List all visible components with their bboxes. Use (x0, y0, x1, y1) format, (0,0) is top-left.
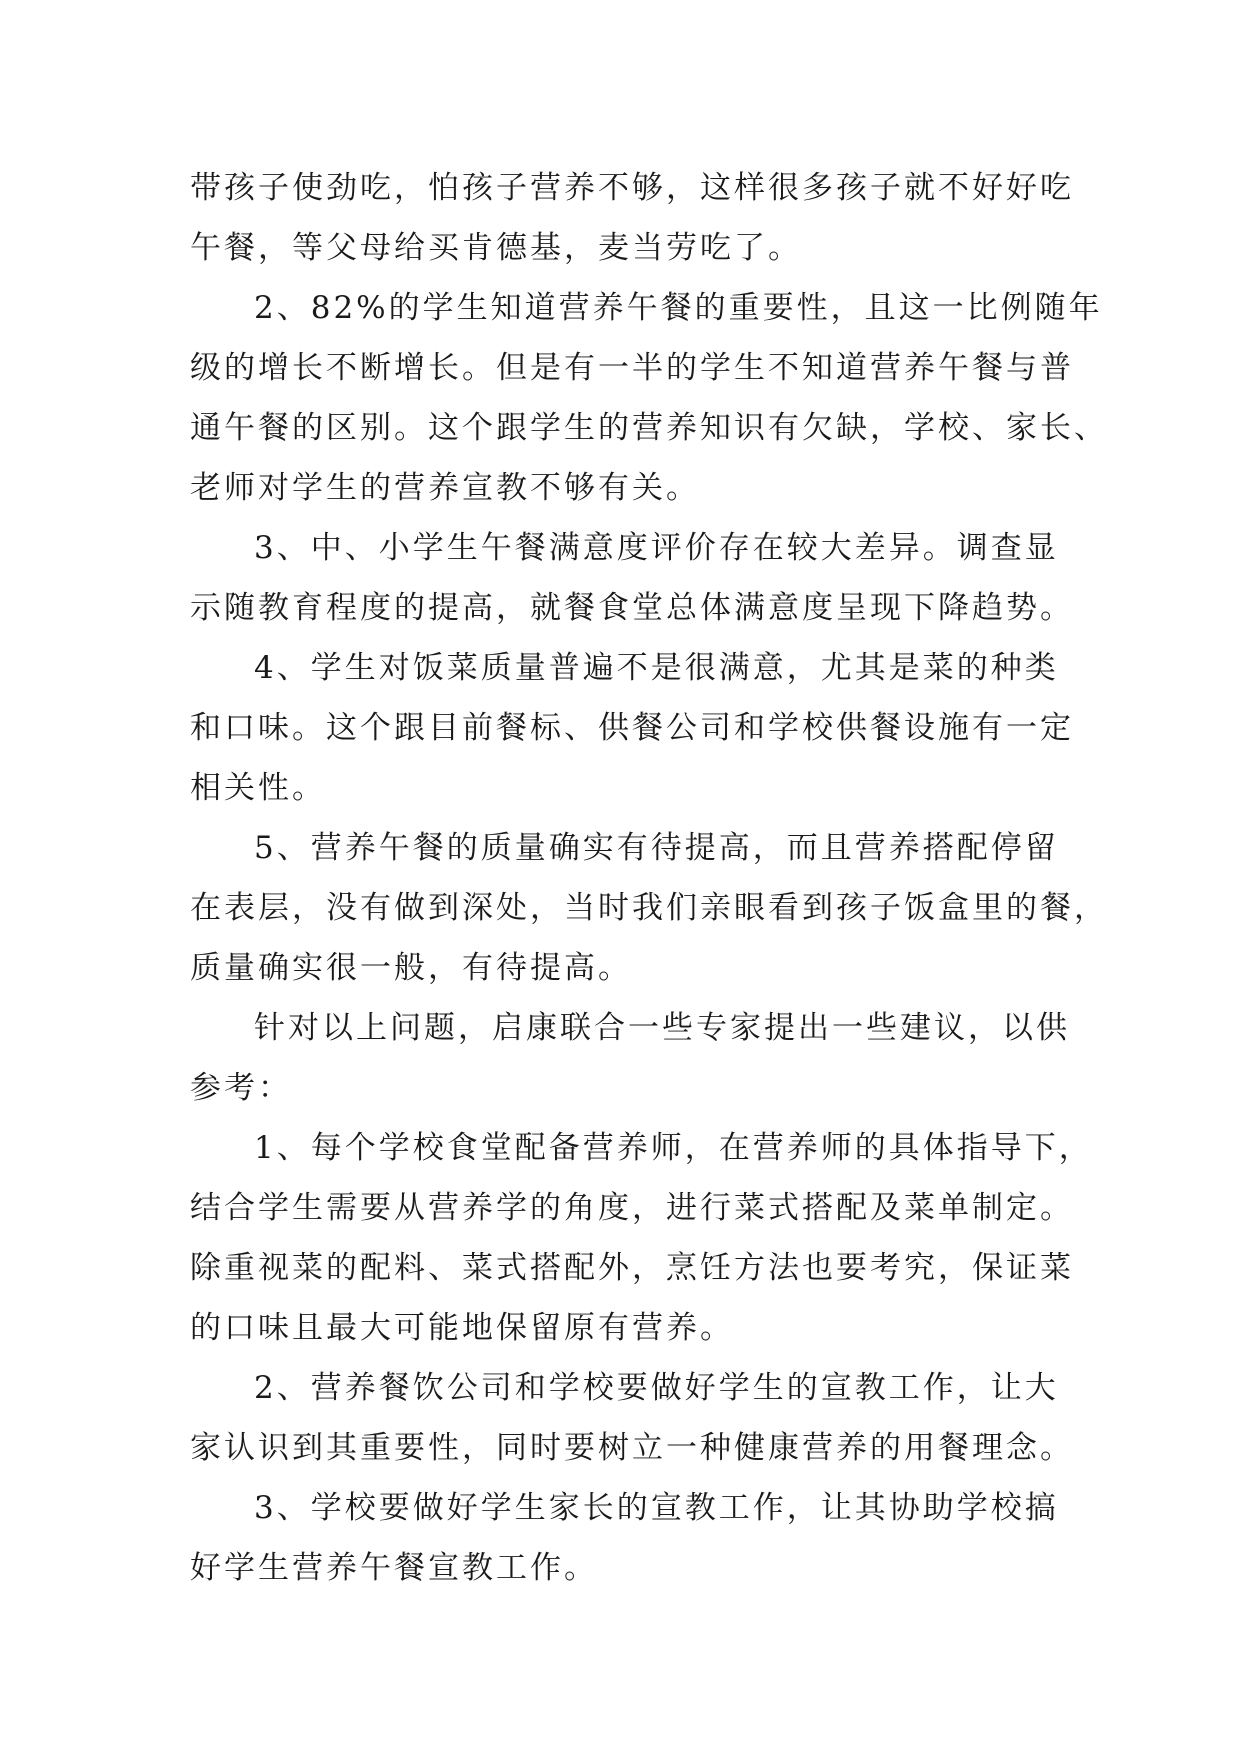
text-line: 结合学生需要从营养学的角度，进行菜式搭配及菜单制定。 (190, 1190, 1074, 1226)
text-line: 3、学校要做好学生家长的宣教工作，让其协助学校搞 (254, 1490, 1059, 1526)
text-line: 除重视菜的配料、菜式搭配外，烹饪方法也要考究，保证菜 (190, 1250, 1074, 1286)
document-body (190, 158, 1108, 1598)
text-line: 质量确实很一般，有待提高。 (190, 950, 632, 986)
text-line: 3、中、小学生午餐满意度评价存在较大差异。调查显 (254, 530, 1059, 566)
text-line: 相关性。 (190, 770, 326, 806)
text-line: 参考： (190, 1070, 292, 1106)
text-line: 和口味。这个跟目前餐标、供餐公司和学校供餐设施有一定 (190, 710, 1074, 746)
text-line: 5、营养午餐的质量确实有待提高，而且营养搭配停留 (254, 830, 1059, 866)
text-line: 1、每个学校食堂配备营养师，在营养师的具体指导下， (254, 1130, 1093, 1166)
text-line: 4、学生对饭菜质量普遍不是很满意，尤其是菜的种类 (254, 650, 1059, 686)
text-line: 2、营养餐饮公司和学校要做好学生的宣教工作，让大 (254, 1370, 1059, 1406)
text-line: 2、82%的学生知道营养午餐的重要性，且这一比例随年 (254, 290, 1103, 326)
text-line: 针对以上问题，启康联合一些专家提出一些建议，以供 (254, 1010, 1070, 1046)
text-line: 带孩子使劲吃，怕孩子营养不够，这样很多孩子就不好好吃 (190, 170, 1074, 206)
text-line: 家认识到其重要性，同时要树立一种健康营养的用餐理念。 (190, 1430, 1074, 1466)
text-line: 示随教育程度的提高，就餐食堂总体满意度呈现下降趋势。 (190, 590, 1074, 626)
text-line: 午餐，等父母给买肯德基，麦当劳吃了。 (190, 230, 802, 266)
text-line: 在表层，没有做到深处，当时我们亲眼看到孩子饭盒里的餐， (190, 890, 1108, 926)
text-line: 好学生营养午餐宣教工作。 (190, 1550, 598, 1586)
text-line: 的口味且最大可能地保留原有营养。 (190, 1310, 734, 1346)
text-line: 通午餐的区别。这个跟学生的营养知识有欠缺，学校、家长、 (190, 410, 1108, 446)
text-line: 级的增长不断增长。但是有一半的学生不知道营养午餐与普 (190, 350, 1074, 386)
text-line: 老师对学生的营养宣教不够有关。 (190, 470, 700, 506)
